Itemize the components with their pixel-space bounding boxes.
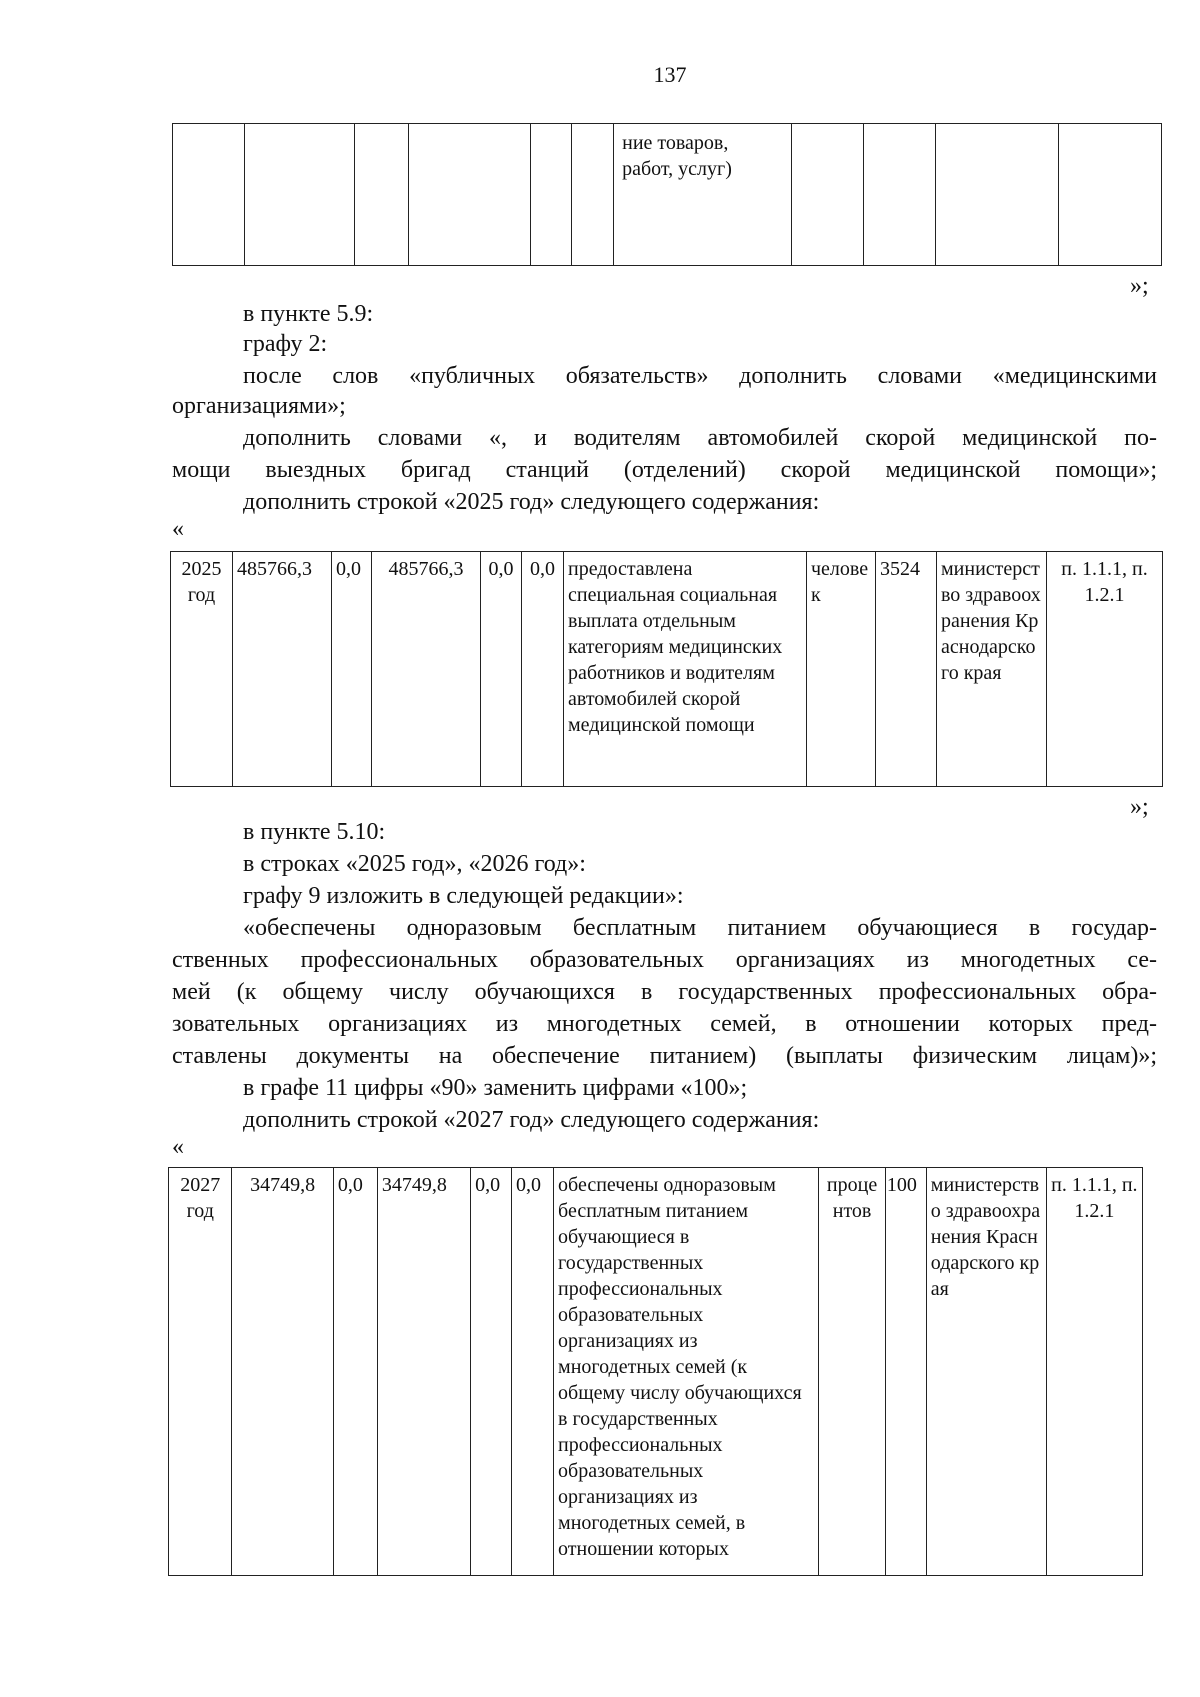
year-cell: 2027 год (169, 1168, 232, 1576)
table-cell (530, 124, 571, 266)
paragraph-line: в строках «2025 год», «2026 год»: (243, 851, 586, 877)
table-cell (936, 124, 1058, 266)
table-cell-result (614, 124, 792, 266)
row-2027-table (168, 1167, 1143, 1576)
table-cell (791, 124, 863, 266)
indicator-value-cell: 100 (885, 1168, 926, 1576)
result-cell: предоставлена специальная социальная выплата отдельным категориям медицинских работников и водителям автомобилей скорой медицинской помощи (564, 552, 807, 787)
paragraph-line: в графе 11 цифры «90» заменить цифрами «100»; (243, 1075, 748, 1101)
result-cell: обеспечены одноразовым бесплатным питанием обучающиеся в государственных профессиональных образовательных организациях из многодетных семей (к общему числу обучающихся в государственных профессиональных образовательных организациях из многодетных семей, в отношении которых (554, 1168, 819, 1576)
reference-cell: п. 1.1.1, п. 1.2.1 (1047, 552, 1163, 787)
value-cell: 0,0 (333, 1168, 377, 1576)
table-cell (173, 124, 245, 266)
year-cell: 2025 год (171, 552, 233, 787)
paragraph-line: после слов «публичных обязательств» дополнить словами «медицинскими (243, 363, 1157, 389)
executor-cell: министерство здравоохранения Краснодарского края (926, 1168, 1046, 1576)
paragraph-line: графу 2: (243, 331, 328, 357)
total-cell: 34749,8 (232, 1168, 333, 1576)
value-cell: 0,0 (471, 1168, 512, 1576)
value-cell: 0,0 (481, 552, 522, 787)
value-cell: 485766,3 (372, 552, 481, 787)
section-heading: в пункте 5.10: (243, 819, 386, 845)
paragraph-line: ставлены документы на обеспечение питанием) (выплаты физическим лицам)»; (172, 1043, 1157, 1069)
paragraph-line: ственных профессиональных образовательных организациях из многодетных се- (172, 947, 1157, 973)
unit-cell: человек (807, 552, 876, 787)
paragraph-line: дополнить строкой «2027 год» следующего содержания: (243, 1107, 820, 1133)
paragraph-line: дополнить строкой «2025 год» следующего содержания: (243, 489, 820, 515)
paragraph-line: мощи выездных бригад станций (отделений) скорой медицинской помощи»; (172, 457, 1157, 483)
table-cell (408, 124, 530, 266)
continuation-table (172, 123, 1162, 266)
executor-cell: министерство здравоохранения Краснодарского края (937, 552, 1047, 787)
value-cell: 34749,8 (377, 1168, 470, 1576)
paragraph-line: мей (к общему числу обучающихся в государственных профессиональных обра- (172, 979, 1157, 1005)
total-cell: 485766,3 (233, 552, 332, 787)
paragraph-line: графу 9 изложить в следующей редакции»: (243, 883, 684, 909)
value-cell: 0,0 (522, 552, 564, 787)
table-cell (245, 124, 355, 266)
paragraph-line: «обеспечены одноразовым бесплатным питанием обучающиеся в государ- (243, 915, 1157, 941)
value-cell: 0,0 (332, 552, 372, 787)
value-cell: 0,0 (512, 1168, 554, 1576)
cell-text-line: работ, услуг) (622, 158, 732, 180)
closing-quote: »; (1130, 794, 1149, 820)
unit-cell: процентов (819, 1168, 886, 1576)
paragraph-line: зовательных организациях из многодетных семей, в отношении которых пред- (172, 1011, 1157, 1037)
page-number: 137 (653, 62, 687, 87)
table-cell (355, 124, 408, 266)
opening-quote: « (172, 516, 184, 542)
cell-text-line: ние товаров, (622, 132, 729, 154)
opening-quote: « (172, 1134, 184, 1160)
row-2025-table (170, 551, 1163, 787)
closing-quote: »; (1130, 273, 1149, 299)
reference-cell: п. 1.1.1, п. 1.2.1 (1046, 1168, 1142, 1576)
paragraph-line: дополнить словами «, и водителям автомобилей скорой медицинской по- (243, 425, 1157, 451)
section-heading: в пункте 5.9: (243, 301, 374, 327)
table-cell (1058, 124, 1161, 266)
paragraph-line: организациями»; (172, 393, 346, 419)
indicator-value-cell: 3524 (876, 552, 937, 787)
table-cell (571, 124, 613, 266)
table-cell (864, 124, 936, 266)
